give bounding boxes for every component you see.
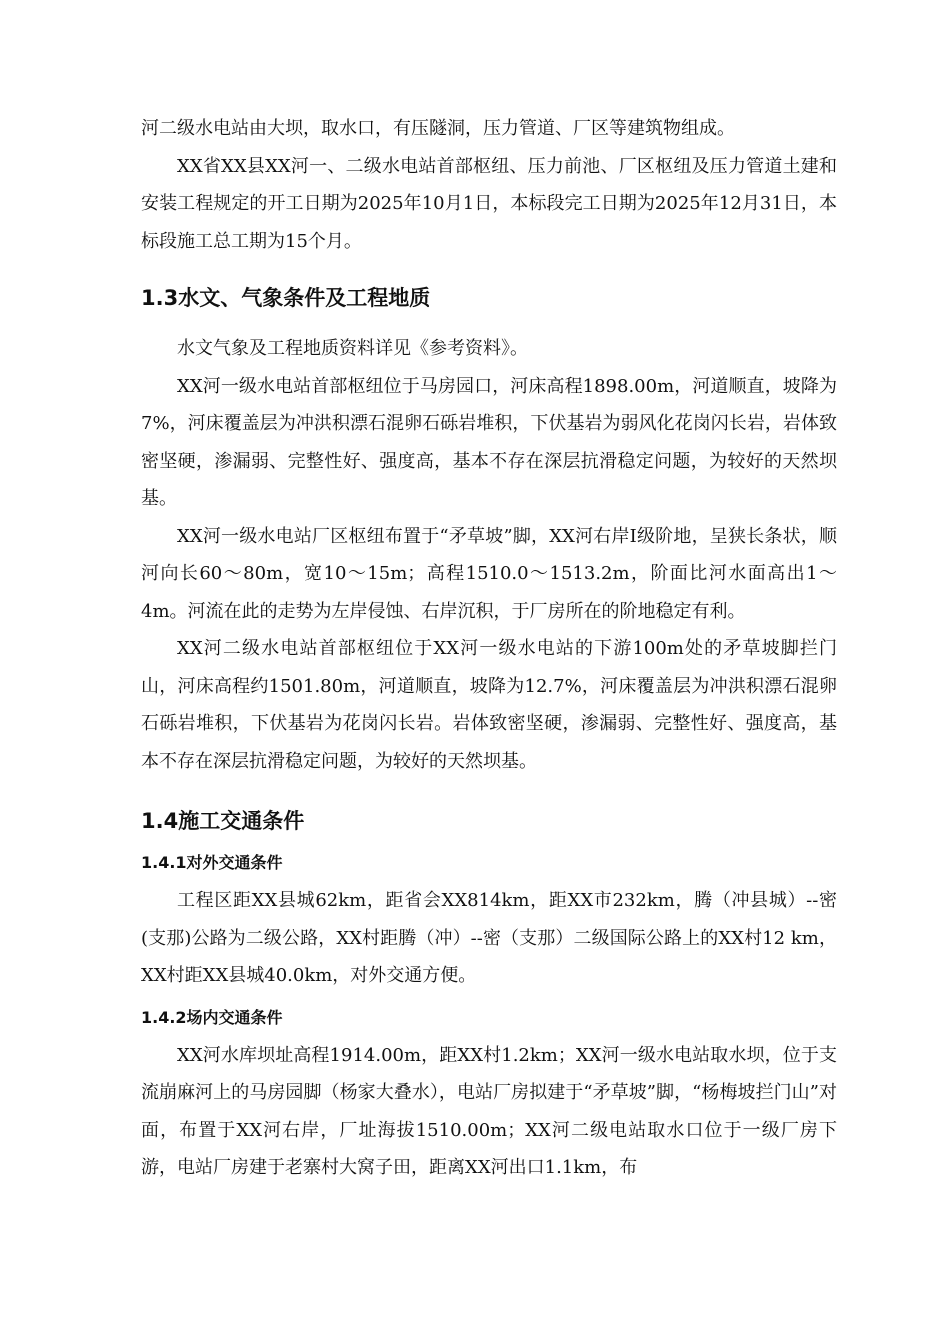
heading-1-4: 1.4施工交通条件 (141, 809, 305, 833)
heading-1-4-2: 1.4.2场内交通条件 (141, 1007, 283, 1027)
heading-1-3: 1.3水文、气象条件及工程地质 (141, 286, 431, 310)
paragraph-schedule: XX省XX县XX河一、二级水电站首部枢纽、压力前池、厂区枢纽及压力管道土建和安装工程规定的开工日期为2025年10月1日，本标段完工日期为2025年12月31日，本标段施工总工期为15个月。 (141, 155, 837, 252)
paragraph-external-traffic: 工程区距XX县城62km，距省会XX814km，距XX市232km，腾（冲县城）--密(支那)公路为二级公路，XX村距腾（冲）--密（支那）二级国际公路上的XX村12 km，XX村距XX县城40.0km，对外交通方便。 (141, 890, 837, 986)
paragraph-dam-composition: 河二级水电站由大坝，取水口，有压隧洞，压力管道、厂区等建筑物组成。 (141, 118, 735, 139)
paragraph-level1-headworks: XX河一级水电站首部枢纽位于马房园口，河床高程1898.00m，河道顺直，坡降为7%，河床覆盖层为冲洪积漂石混卵石砾岩堆积，下伏基岩为弱风化花岗闪长岩，岩体致密坚硬，渗漏弱、完整性好、强度高，基本不存在深层抗滑稳定问题，为较好的天然坝基。 (141, 375, 837, 509)
paragraph-internal-traffic: XX河水库坝址高程1914.00m，距XX村1.2km；XX河一级水电站取水坝，位于支流崩麻河上的马房园脚（杨家大叠水），电站厂房拟建于“矛草坡”脚，“杨梅坡拦门山”对面，布置于XX河右岸，厂址海拔1510.00m；XX河二级电站取水口位于一级厂房下游，电站厂房建于老寨村大窝子田，距离XX河出口1.1km，布 (141, 1044, 837, 1178)
document-body (141, 110, 837, 1187)
paragraph-level1-powerhouse: XX河一级水电站厂区枢纽布置于“矛草坡”脚，XX河右岸I级阶地，呈狭长条状，顺河向长60～80m，宽10～15m；高程1510.0～1513.2m，阶面比河水面高出1～4m。河流在此的走势为左岸侵蚀、右岸沉积，于厂房所在的阶地稳定有利。 (141, 525, 837, 622)
heading-1-4-1: 1.4.1对外交通条件 (141, 853, 283, 872)
paragraph-level2-headworks: XX河二级水电站首部枢纽位于XX河一级水电站的下游100m处的矛草坡脚拦门山，河床高程约1501.80m，河道顺直，坡降为12.7%，河床覆盖层为冲洪积漂石混卵石砾岩堆积，下伏基岩为花岗闪长岩。岩体致密坚硬，渗漏弱、完整性好、强度高，基本不存在深层抗滑稳定问题，为较好的天然坝基。 (141, 638, 837, 772)
paragraph-hydrology-reference: 水文气象及工程地质资料详见《参考资料》。 (177, 338, 528, 359)
